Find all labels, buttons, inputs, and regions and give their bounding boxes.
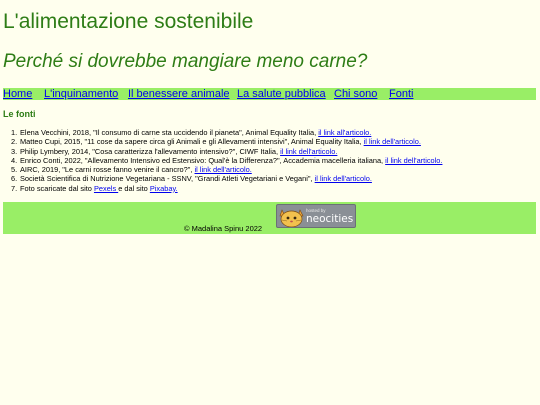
source-text: Elena Vecchini, 2018, "Il consumo di carne sta uccidendo il pianeta", Animal Equality Italia, [20, 128, 319, 137]
list-item [11, 137, 442, 147]
nav-item-chi-sono[interactable]: Chi sono [334, 88, 378, 100]
sources-list [11, 128, 443, 193]
list-item [11, 146, 442, 156]
list-item-number: 2. [11, 137, 18, 147]
nav-item-benessere-animale[interactable]: Il benessere animale [128, 88, 230, 100]
neocities-cat-icon [279, 206, 305, 228]
source-text: Philip Lymbery, 2014, "Cosa caratterizza l'allevamento intensivo?", CIWF Italia, [20, 146, 281, 156]
source-text: AIRC, 2019, "Le carni rosse fanno venire il cancro?", [20, 165, 195, 175]
nav-item-home[interactable]: Home [3, 88, 33, 100]
list-item-number: 4. [11, 155, 18, 165]
badge-hosted-text: hosted by [306, 208, 326, 213]
article-link[interactable]: il link dell'articolo. [385, 155, 443, 165]
source-text: Società Scientifica di Nutrizione Vegetariana - SSNV, "Grandi Atleti Vegetariani e Vegani", [20, 174, 315, 184]
page-subtitle: Perché si dovrebbe mangiare meno carne? [3, 51, 368, 72]
article-link[interactable]: il link dell'articolo. [314, 174, 372, 184]
pixabay-link[interactable]: Pixabay. [149, 183, 178, 193]
source-text: Enrico Conti, 2022, "Allevamento Intensivo ed Estensivo: Qual'è la Differenza?", Accademia macelleria italiana, [20, 155, 386, 165]
list-item [11, 155, 443, 165]
footer [3, 202, 536, 234]
nav-item-inquinamento[interactable]: L'inquinamento [44, 88, 119, 100]
badge-neocities-text: neocities [306, 213, 354, 225]
page-title: L'alimentazione sostenibile [3, 10, 254, 33]
list-item [11, 128, 442, 137]
copyright-text: © Madalina Spinu 2022 [184, 224, 263, 233]
list-item [11, 174, 442, 184]
list-item-number: 3. [11, 146, 18, 156]
article-link[interactable]: il link all'articolo. [318, 128, 372, 137]
pexels-link[interactable]: Pexels [93, 183, 119, 193]
list-item-number: 7. [11, 183, 18, 193]
nav-item-fonti[interactable]: Fonti [389, 88, 414, 100]
main-nav [3, 88, 536, 100]
neocities-badge[interactable] [276, 204, 356, 228]
article-link[interactable]: il link dell'articolo. [363, 137, 421, 147]
source-text: Matteo Cupi, 2015, "11 cose da sapere circa gli Animali e gli Allevamenti intensivi", Animal Equality Italia, [20, 137, 364, 147]
list-item [11, 165, 442, 175]
list-item-number: 1. [11, 128, 18, 137]
photo-credit-text: Foto scaricate dal sito [20, 183, 94, 193]
sources-heading: Le fonti [3, 109, 36, 119]
photo-credit-text: e dal sito [118, 183, 150, 193]
article-link[interactable]: il link dell'articolo. [194, 165, 252, 175]
list-item-number: 5. [11, 165, 18, 175]
nav-item-salute-pubblica[interactable]: La salute pubblica [237, 88, 326, 100]
list-item-number: 6. [11, 174, 18, 184]
article-link[interactable]: il link dell'articolo. [280, 146, 338, 156]
list-item [11, 183, 442, 193]
